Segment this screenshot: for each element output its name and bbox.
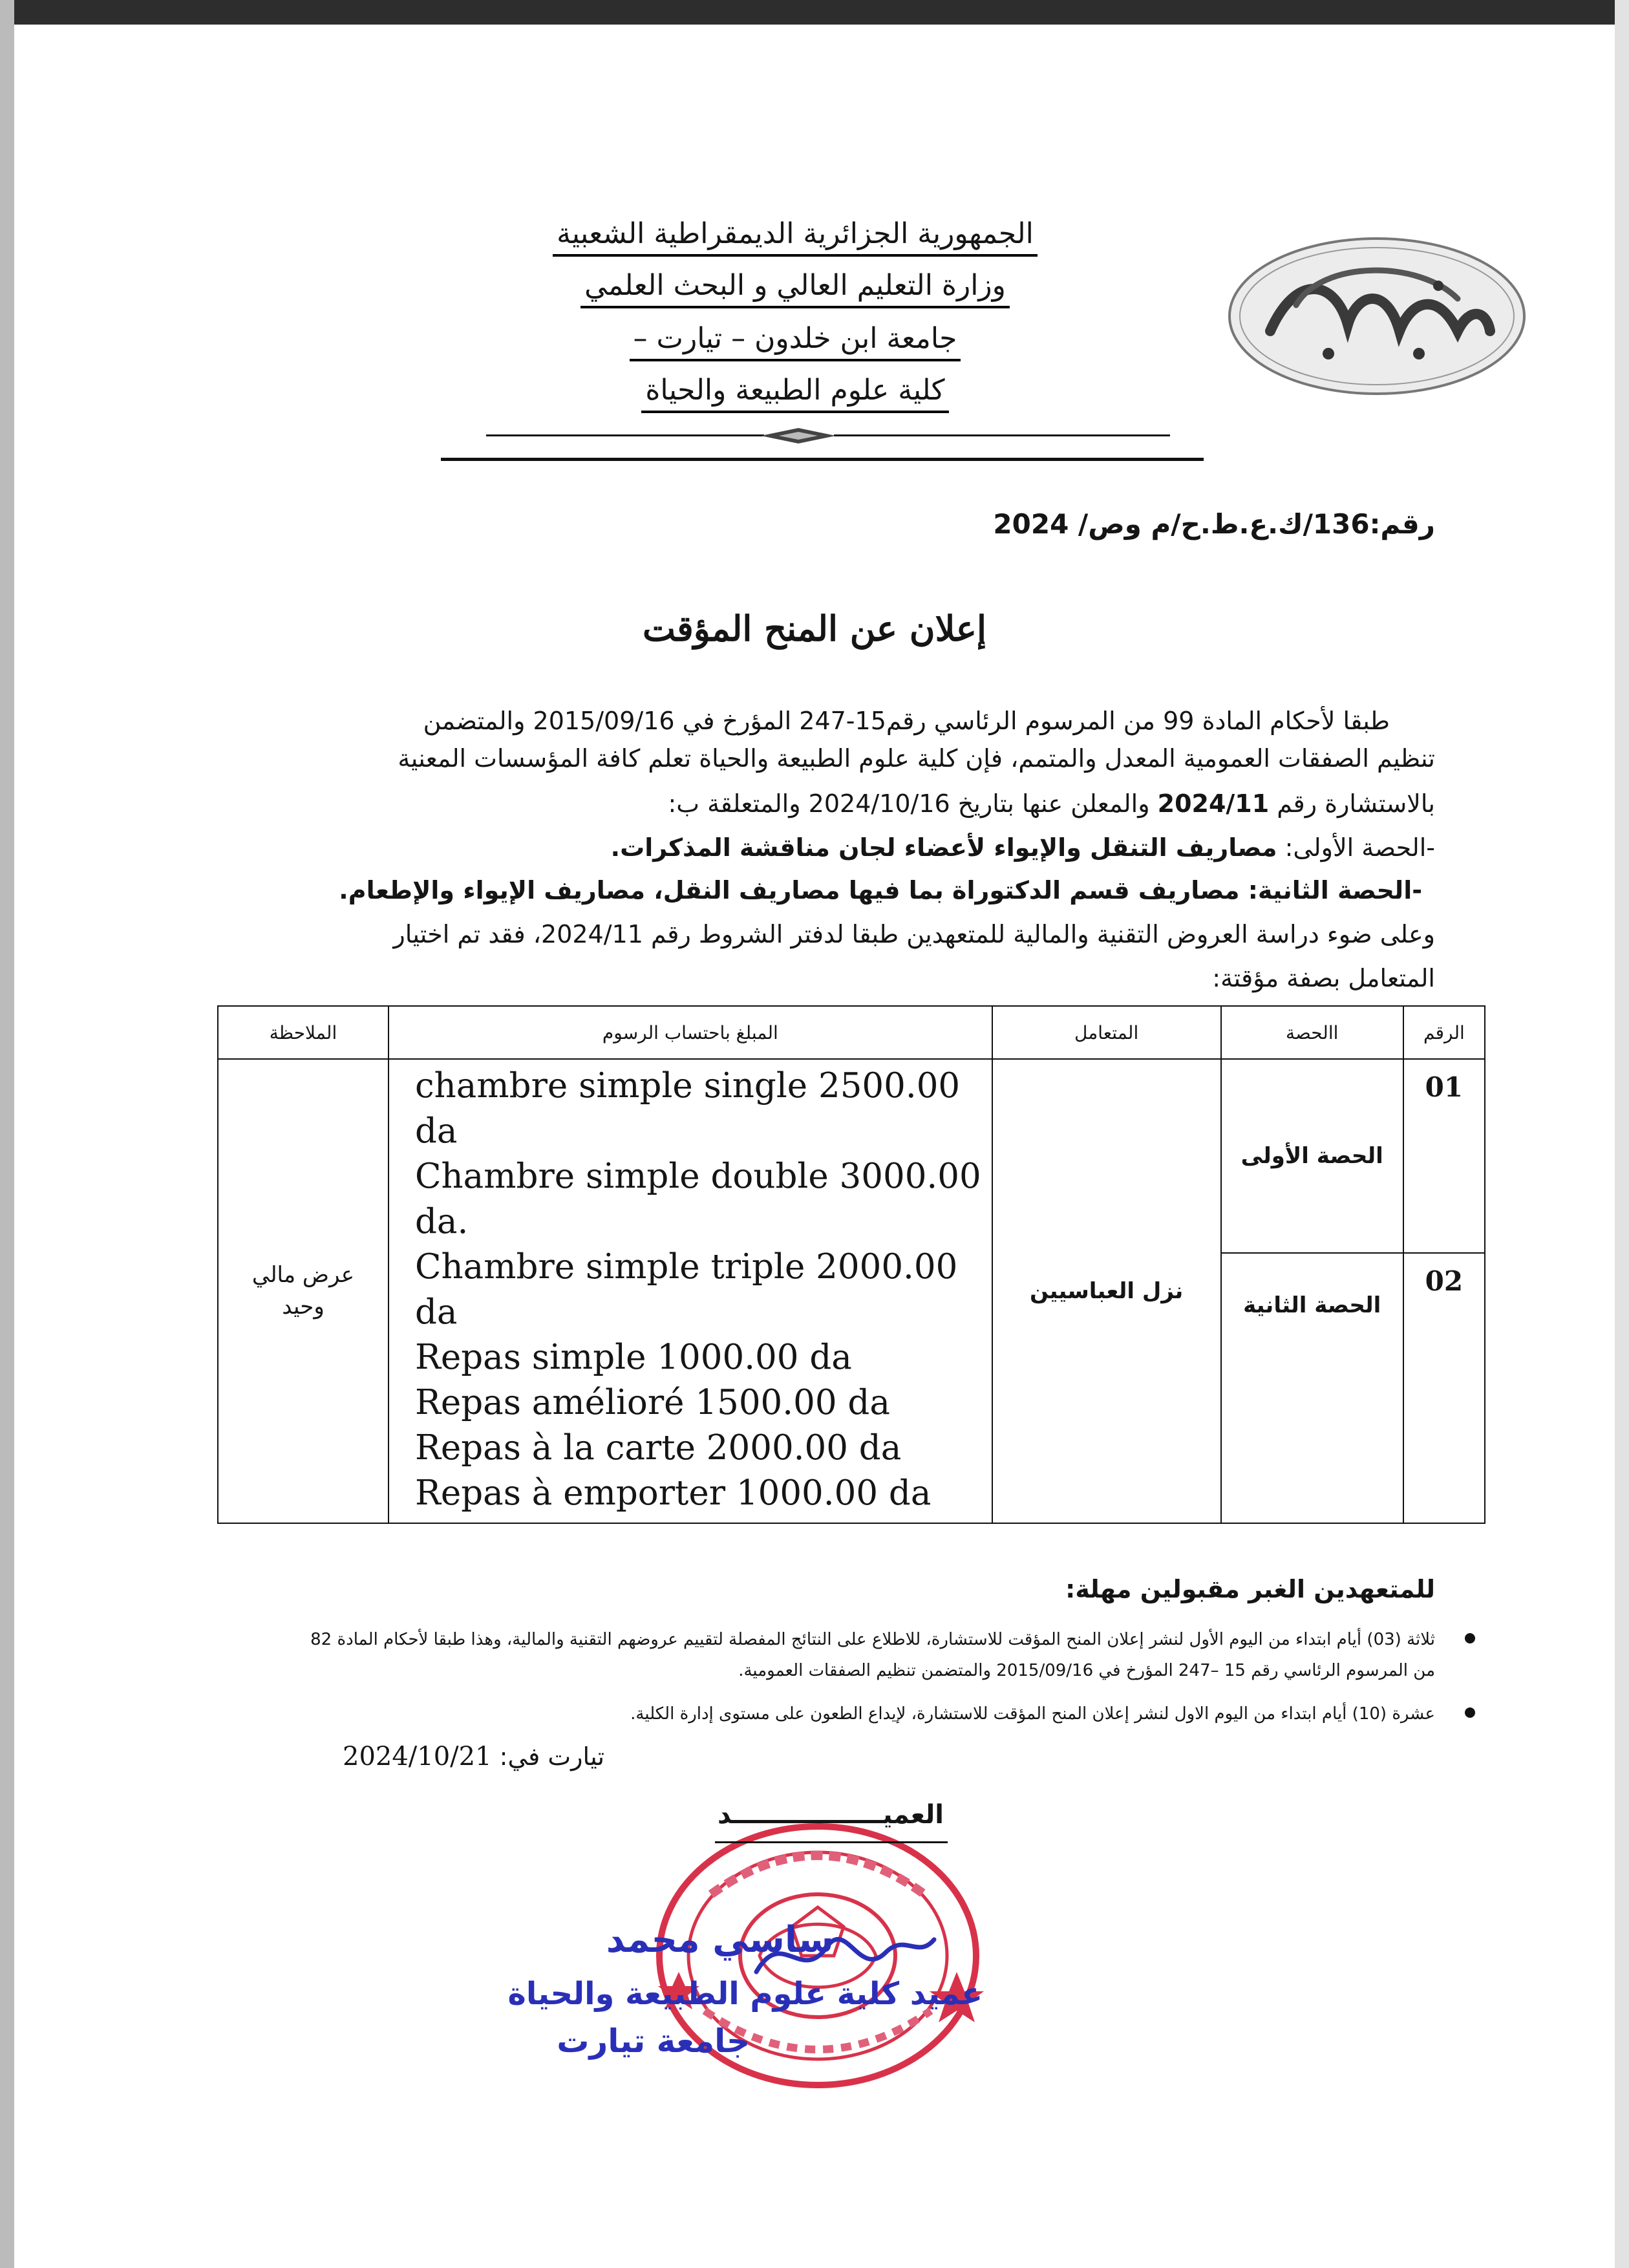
row-number: 02 (1403, 1253, 1485, 1523)
body-line-1: طبقا لأحكام المادة 99 من المرسوم الرئاسي رقم15-247 المؤرخ في 2015/09/16 والمتضمن (423, 707, 1390, 735)
place-date: تيارت في: 2024/10/21 (343, 1742, 605, 1771)
date-value: 2024/10/21 (343, 1742, 492, 1771)
amount-line: da (414, 1111, 458, 1151)
header-operator: المتعامل (992, 1006, 1221, 1059)
amount-line: Chambre simple double 3000.00 (414, 1157, 981, 1196)
deadline-item-2-text: عشرة (10) أيام ابتداء من اليوم الاول لنشر إعلان المنح المؤقت للاستشارة، لإيداع الطعون على مستوى إدارة الكلية. (630, 1704, 1435, 1724)
dean-title-underline (715, 1841, 948, 1843)
header-ministry: وزارة التعليم العالي و البحث العلمي (349, 272, 1241, 300)
header-number: الرقم (1403, 1006, 1485, 1059)
header-faculty: كلية علوم الطبيعة والحياة (349, 376, 1241, 405)
deadline-item-1-line-1: ثلاثة (03) أيام ابتداء من اليوم الأول لنشر إعلان المنح المؤقت للاستشارة، للاطلاع على النتائج المفصلة لتقييم عروضهم التقنية والمالية، وهذا طبقا لأحكام المادة 82 (310, 1630, 1435, 1649)
scan-edge-right (1615, 0, 1629, 2268)
amount-line: Repas amélioré 1500.00 da (414, 1383, 890, 1422)
table-row (218, 1059, 1485, 1253)
bullet-icon (1465, 1633, 1475, 1643)
amount-cell (389, 1059, 992, 1523)
note-line: عرض مالي (251, 1261, 355, 1288)
header-note: الملاحظة (218, 1006, 389, 1059)
university-logo-icon (1225, 234, 1529, 399)
lot1-description: -الحصة الأولى: مصاريف التنقل والإيواء لأعضاء لجان مناقشة المذكرات. (610, 833, 1435, 862)
handwritten-signature-icon (750, 1914, 937, 1991)
amount-line: da (414, 1292, 458, 1332)
signature-university: جامعة تيارت (557, 2022, 750, 2060)
header-divider-main (441, 458, 1204, 461)
table-header-row (218, 1006, 1485, 1059)
bullet-icon (1465, 1707, 1475, 1718)
operator-cell: نزل العباسيين (992, 1059, 1221, 1523)
signature-name: ساسي محمد (606, 1919, 834, 1961)
deadlines-heading: للمتعهدين الغبر مقبولين مهلة: (1065, 1575, 1435, 1603)
header-university: جامعة ابن خلدون – تيارت – (349, 325, 1241, 353)
scan-edge-top (0, 0, 1629, 25)
body-line-2: تنظيم الصفقات العمومية المعدل والمتمم، فإن كلية علوم الطبيعة والحياة تعلم كافة المؤسسات المعنية (398, 744, 1435, 773)
body-line-7: المتعامل بصفة مؤقتة: (1212, 964, 1435, 992)
body-line-6: وعلى ضوء دراسة العروض التقنية والمالية للمتعهدين طبقا لدفتر الشروط رقم 2024/11، فقد تم اختيار (393, 920, 1435, 948)
amount-line: Chambre simple triple 2000.00 (414, 1247, 958, 1287)
body-line-3: بالاستشارة رقم 2024/11 والمعلن عنها بتاريخ 2024/10/16 والمتعلقة ب: (668, 789, 1435, 818)
row-lot: الحصة الثانية (1221, 1253, 1403, 1523)
signature-position: عميد كلية علوم الطبيعة والحياة (507, 1976, 983, 2012)
note-line: وحيد (282, 1294, 325, 1320)
header-divider-left (486, 434, 764, 436)
deadline-item-1 (200, 1624, 1435, 1686)
amount-line: Repas à emporter 1000.00 da (414, 1473, 932, 1513)
header-divider-right (834, 434, 1170, 436)
dean-title: العميـــــــــــــــــد (718, 1800, 944, 1830)
deadline-item-1-line-2: من المرسوم الرئاسي رقم 15 –247 المؤرخ في 2015/09/16 والمتضمن تنظيم الصفقات العمومية. (738, 1661, 1435, 1680)
reference-number: رقم:136/ك.ع.ط.ح/م وص/ 2024 (993, 508, 1435, 540)
amount-line: chambre simple single 2500.00 (414, 1066, 961, 1106)
header-republic: الجمهورية الجزائرية الديمقراطية الشعبية (349, 220, 1241, 248)
row-lot: الحصة الأولى (1221, 1059, 1403, 1253)
page-title: إعلان عن المنح المؤقت (642, 608, 987, 649)
provisional-award-table (217, 1005, 1485, 1524)
scan-edge-left (0, 0, 14, 2268)
header-lot: االحصة (1221, 1006, 1403, 1059)
amount-line: da. (414, 1202, 469, 1241)
header-amount: المبلغ باحتساب الرسوم (389, 1006, 992, 1059)
amount-line: Repas à la carte 2000.00 da (414, 1428, 902, 1468)
diamond-ornament-icon (760, 427, 837, 445)
deadline-item-2 (200, 1698, 1435, 1729)
amount-line: Repas simple 1000.00 da (414, 1338, 852, 1377)
lot2-description: -الحصة الثانية: مصاريف قسم الدكتوراة بما فيها مصاريف النقل، مصاريف الإيواء والإطعام. (339, 876, 1422, 904)
row-number: 01 (1403, 1059, 1485, 1253)
note-cell (218, 1059, 389, 1523)
